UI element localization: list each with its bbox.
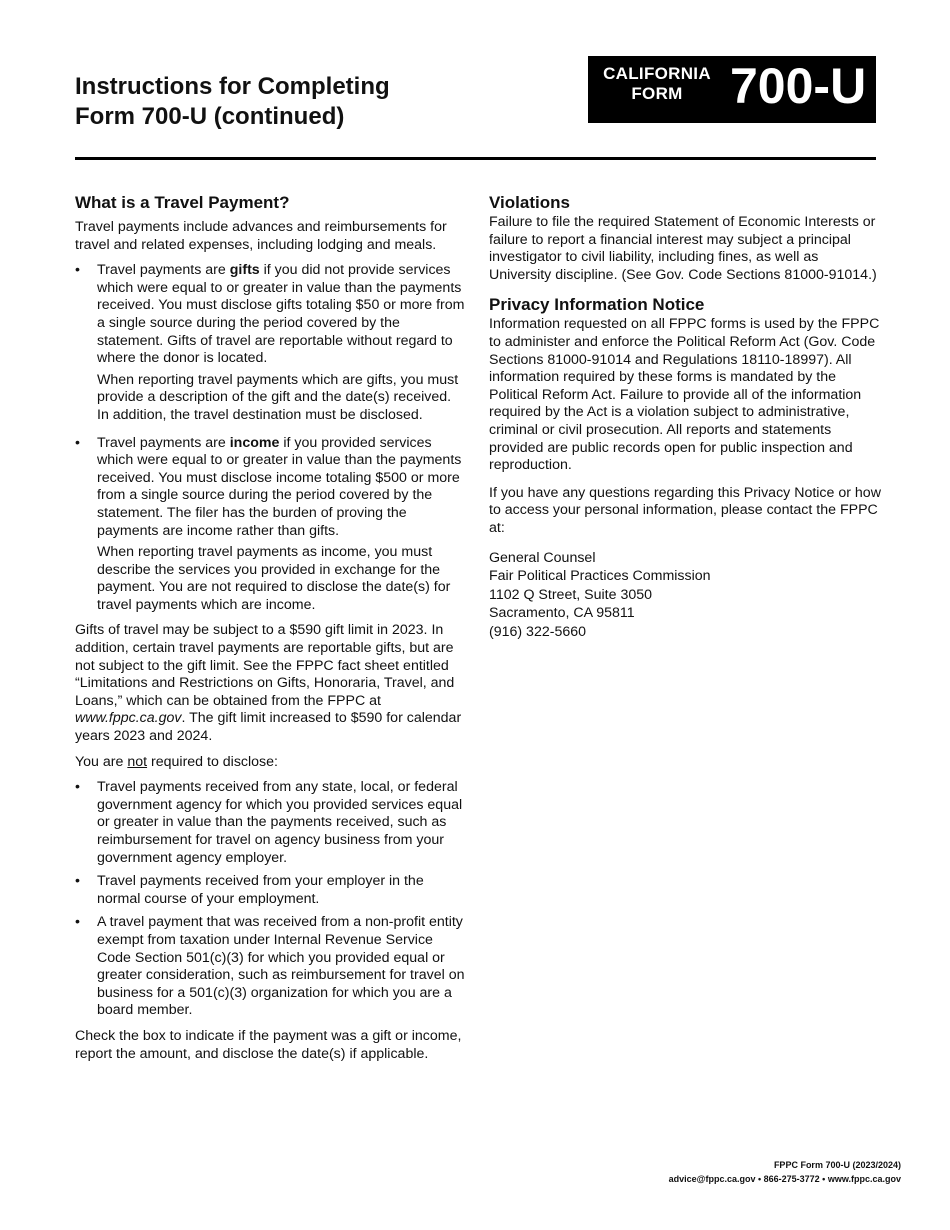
not-required-intro: You are not required to disclose: — [75, 753, 278, 770]
privacy-heading: Privacy Information Notice — [489, 295, 705, 315]
privacy-text: Information requested on all FPPC forms is used by the FPPC to administer and enforce the Political Reform Act (Gov. Code Sections 81000-91014 and Regulations 18110-18997). All information required by these forms is mandated by the Political Reform Act. Failure to provide all of the information required by the Act is a violation subject to administrative, criminal or civil prosecution. All reports and statements provided are public records open for public inspection and reproduction. — [489, 316, 880, 474]
closing-paragraph: Check the box to indicate if the payment was a gift or income, report the amount, and disclose the date(s) if applicable. — [75, 1027, 462, 1062]
right-column — [489, 192, 881, 641]
gifts-keyword: gifts — [229, 262, 260, 279]
exempt-item-text: Travel payments received from any state, local, or federal government agency for which you provided services equal or greater in value than the payments received, such as reimbursement for travel on agency business from your government agency employer. — [97, 779, 463, 866]
list-item — [75, 914, 465, 1020]
form-badge-label-line2: FORM — [631, 84, 683, 103]
exempt-item-text: A travel payment that was received from a non-profit entity exempt from taxation under Internal Revenue Service Code Section 501(c)(3) for which you provided equal or greater consideration, such as reimbursement for travel on business for a 501(c)(3) organization for which you are a board member. — [97, 914, 465, 1019]
exempt-item-text: Travel payments received from your employer in the normal course of your employment. — [97, 873, 424, 907]
fppc-website-text: www.fppc.ca.gov — [75, 710, 182, 727]
address-line: 1102 Q Street, Suite 3050 — [489, 586, 653, 603]
address-line: Fair Political Practices Commission — [489, 568, 711, 585]
bullet-icon: • — [75, 914, 80, 931]
form-number: 700-U — [730, 58, 867, 114]
violations-text: Failure to file the required Statement of Economic Interests or failure to report a financial interest may subject a principal investigator to civil liability, including fines, as well as University discipline. (See Gov. Code Sections 81000-91014.) — [489, 214, 877, 283]
address-line: Sacramento, CA 95811 — [489, 605, 635, 622]
list-item-income — [75, 435, 465, 615]
list-item — [75, 779, 465, 867]
travel-payment-heading: What is a Travel Payment? — [75, 193, 290, 212]
exempt-list — [75, 779, 465, 1020]
page-title-line1: Instructions for Completing — [75, 73, 390, 100]
form-badge-label-line1: CALIFORNIA — [603, 64, 711, 83]
page-title-line2: Form 700-U (continued) — [75, 103, 345, 130]
income-reporting-note: When reporting travel payments as income, you must describe the services you provided in exchange for the payment. You are not required to disclose the date(s) for travel payments which are income. — [97, 544, 451, 613]
page-footer — [669, 1158, 901, 1186]
bullet-icon: • — [75, 262, 80, 279]
bullet-icon: • — [75, 434, 80, 451]
address-line: (916) 322-5660 — [489, 623, 587, 640]
gifts-reporting-note: When reporting travel payments which are gifts, you must provide a description of the gift and the date(s) received. In addition, the travel destination must be disclosed. — [97, 371, 459, 423]
violations-heading: Violations — [489, 193, 570, 212]
list-item — [75, 873, 465, 908]
footer-form-id: FPPC Form 700-U (2023/2024) — [773, 1160, 901, 1170]
address-line: General Counsel — [489, 549, 596, 566]
bullet-icon: • — [75, 779, 80, 796]
questions-text: If you have any questions regarding this Privacy Notice or how to access your personal information, please contact the FPPC at: — [489, 484, 881, 536]
page-title — [75, 72, 390, 132]
form-badge — [588, 56, 876, 123]
not-emphasis: not — [127, 753, 148, 770]
header-divider — [75, 157, 876, 160]
gifts-paragraph: Travel payments are gifts if you did not provide services which were equal to or greater in value than the payments received. You must disclose gifts totaling $50 or more from a single source during the period covered by the statement. Gifts of travel are reportable without regard to where the donor is located. — [97, 262, 465, 367]
contact-address — [489, 549, 881, 642]
bullet-icon: • — [75, 873, 80, 890]
left-column — [75, 192, 465, 1071]
list-item-gifts — [75, 262, 465, 424]
footer-contact: advice@fppc.ca.gov • 866-275-3772 • www.fppc.ca.gov — [668, 1174, 901, 1184]
income-keyword: income — [229, 434, 280, 451]
travel-payment-intro: Travel payments include advances and reimbursements for travel and related expenses, including lodging and meals. — [75, 219, 447, 253]
income-paragraph: Travel payments are income if you provided services which were equal to or greater in value than the payments received. You must disclose income totaling $500 or more from a single source during the period covered by the statement. The filer has the burden of proving the payments are income rather than gifts. — [97, 434, 462, 539]
payment-type-list — [75, 262, 465, 614]
form-badge-label — [588, 64, 726, 104]
gift-limit-paragraph: Gifts of travel may be subject to a $590 gift limit in 2023. In addition, certain travel payments are reportable gifts, but are not subject to the gift limit. See the FPPC fact sheet entitled “Limitations and Restrictions on Gifts, Honoraria, Travel, and Loans,” which can be obtained from the FPPC at www.fppc.ca.gov. The gift limit increased to $590 for calendar years 2023 and 2024. — [75, 622, 462, 745]
